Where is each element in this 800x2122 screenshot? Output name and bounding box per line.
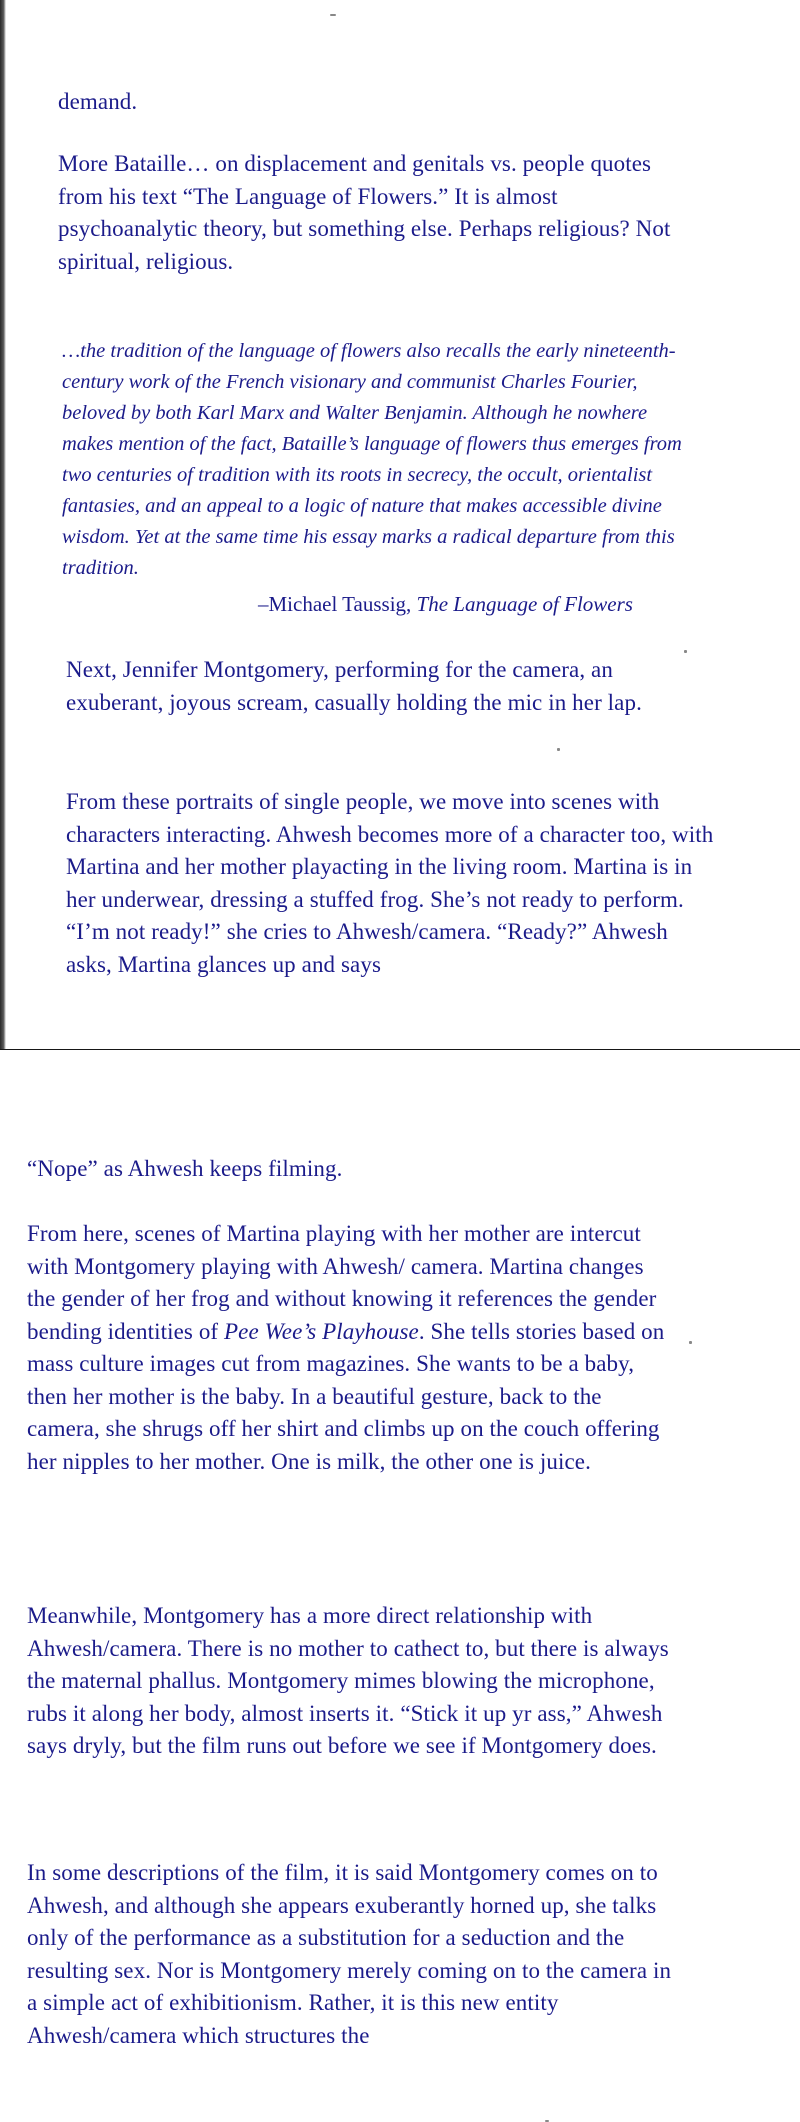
attribution-author: –Michael Taussig, [258,592,412,616]
scan-speck [330,14,336,16]
paragraph-meanwhile: Meanwhile, Montgomery has a more direct relationship with Ahwesh/camera. There is no mother to cathect to, but there is always the maternal phallus. Montgomery mimes blowing the microphone, rubs it along her body, almost inserts it. “Stick it up yr ass,” Ahwesh says dryly, but the film runs out before we see if Montgomery does. [27,1603,669,1758]
paragraph-portraits: From these portraits of single people, we move into scenes with characters interacting. Ahwesh becomes more of a character too, with Martina and her mother playacting in the living room. Martina is in her underwear, dressing a stuffed frog. She’s not ready to perform. “I’m not ready!” she cries to Ahwesh/camera. “Ready?” Ahwesh asks, Martina glances up and says [66,789,714,977]
block-quote-taussig: …the tradition of the language of flowers also recalls the early nineteenth-century work of the French visionary and communist Charles Fourier, beloved by both Karl Marx and Walter Benjamin. Although he nowhere makes mention of the fact, Bataille’s language of flowers thus emerges from two centuries of tradition with its roots in secrecy, the occult, orientalist fantasies, and an appeal to a logic of nature that makes accessible divine wisdom. Yet at the same time his essay marks a radical departure from this tradition. [62,340,682,579]
attribution-title: The Language of Flowers [416,592,633,616]
paragraph-from-here-part1: From here, scenes of Martina playing with her mother are intercut with Montgomery playing with Ahwesh/ camera. Martina changes the gender of her frog and without knowing it references the gender bending identities of [27,1221,657,1344]
scanned-page-top [0,0,800,1050]
page-edge-shadow [0,0,6,1050]
paragraph-bataille: More Bataille… on displacement and genitals vs. people quotes from his text “The Language of Flowers.” It is almost psychoanalytic theory, but something else. Perhaps religious? Not spiritual, religious. [58,151,671,274]
paragraph-montgomery: Next, Jennifer Montgomery, performing for the camera, an exuberant, joyous scream, casually holding the mic in her lap. [66,657,642,715]
paragraph-from-here [27,1218,667,1478]
paragraph-demand: demand. [58,89,138,114]
paragraph-descriptions: In some descriptions of the film, it is said Montgomery comes on to Ahwesh, and although she appears exuberantly horned up, she talks only of the performance as a substitution for a seduction and the resulting sex. Nor is Montgomery merely coming on to the camera in a simple act of exhibitionism. Rather, it is this new entity Ahwesh/camera which structures the [27,1860,672,2048]
scan-speck [557,748,560,751]
scan-speck [689,1341,692,1344]
paragraph-from-here-part2: . She tells stories based on mass culture images cut from magazines. She wants to be a baby, then her mother is the baby. In a beautiful gesture, back to the camera, she shrugs off her shirt and climbs up on the couch offering her nipples to her mother. One is milk, the other one is juice. [27,1318,665,1474]
paragraph-nope: “Nope” as Ahwesh keeps filming. [27,1156,343,1181]
quote-attribution [258,590,718,618]
scan-speck [684,650,687,653]
show-title: Pee Wee’s Playhouse [224,1318,419,1344]
